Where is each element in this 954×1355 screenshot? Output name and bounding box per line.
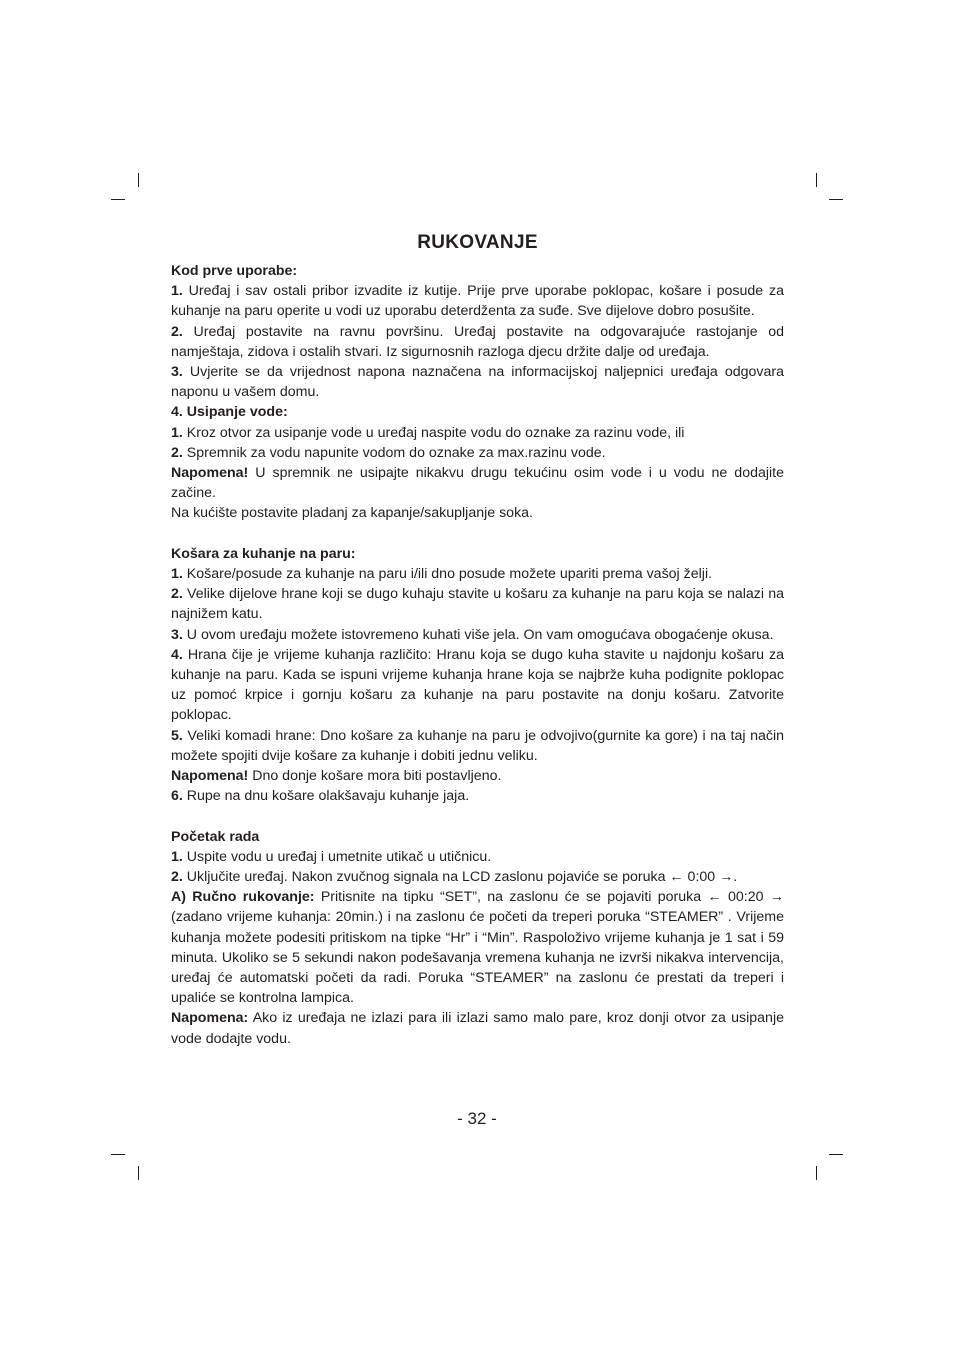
list-item: 1. Kroz otvor za usipanje vode u uređaj naspite vodu do oznake za razinu vode, ili (171, 424, 685, 441)
list-item: 2. Uređaj postavite na ravnu površinu. Uređaj postavite na odgovarajuće rastojanje od namještaja, zidova i ostalih stvari. Iz sigurnosnih razloga djecu držite dalje od uređaja. (171, 323, 784, 360)
manual-operation: A) Ručno rukovanje: Pritisnite na tipku “SET”, na zaslonu će se pojaviti poruka ← 00:20 → (zadano vrijeme kuhanja: 20min.) i na zaslonu će početi da treperi poruka “STEAMER” . Vrijeme kuhanja možete podesiti pritiskom na tipke “Hr” i “Min”. Raspoloživo vrijeme kuhanja je 1 sat i 59 minuta. Ukoliko se 5 sekundi nakon podešavanja vremena kuhanja ne izvrši nikakva intervencija, uređaj će automatski početi da radi. Poruka “STEAMER” na zaslonu će prestati da treperi i upaliće se kontrolna lampica. (171, 889, 784, 1007)
page-number: - 32 - (457, 1109, 497, 1128)
list-item: 2. Uključite uređaj. Nakon zvučnog signala na LCD zaslonu pojaviće se poruka ← 0:00 →. (171, 869, 738, 886)
list-item: 3. U ovom uređaju možete istovremeno kuhati više jela. On vam omogućava obogaćenje okusa. (171, 626, 774, 643)
crop-mark (829, 199, 843, 200)
crop-mark (138, 173, 139, 187)
list-item: 1. Uspite vodu u uređaj i umetnite utikač u utičnicu. (171, 848, 492, 865)
list-item: 2. Spremnik za vodu napunite vodom do oznake za max.razinu vode. (171, 444, 606, 461)
crop-mark (829, 1154, 843, 1155)
page-title: RUKOVANJE (417, 232, 538, 253)
note: Napomena! U spremnik ne usipajte nikakvu drugu tekućinu osim vode i u vodu ne dodajite začine. (171, 465, 784, 502)
section-heading-water: 4. Usipanje vode: (171, 404, 288, 421)
list-item: 4. Hrana čije je vrijeme kuhanja različito: Hranu koja se dugo kuha stavite u najdonju košaru za kuhanje na paru. Kada se ispuni vrijeme kuhanja hrane koja se najbrže kuha podignite poklopac uz pomoć krpice i gornju košaru za kuhanje na paru postavite na donju košaru. Zatvorite poklopac. (171, 646, 784, 724)
list-item: 1. Uređaj i sav ostali pribor izvadite iz kutije. Prije prve uporabe poklopac, košare i posude za kuhanje na paru operite u vodi uz uporabu deterdženta za suđe. Sve dijelove dobro posušite. (171, 283, 784, 320)
list-item: 1. Košare/posude za kuhanje na paru i/ili dno posude možete upariti prema vašoj želji. (171, 566, 713, 583)
section-heading-first-use: Kod prve uporabe: (171, 263, 298, 279)
list-item: 3. Uvjerite se da vrijednost napona naznačena na informacijskoj naljepnici uređaja odgovara naponu u vašem domu. (171, 364, 784, 401)
crop-mark (111, 1154, 125, 1155)
section-heading-basket: Košara za kuhanje na paru: (171, 545, 356, 562)
crop-mark (138, 1166, 139, 1180)
list-item: 5. Veliki komadi hrane: Dno košare za kuhanje na paru je odvojivo(gurnite ka gore) i na taj način možete spojiti dvije košare za kuhanje i dobiti jednu veliku. (171, 727, 784, 764)
list-item: 6. Rupe na dnu košare olakšavaju kuhanje jaja. (171, 788, 470, 805)
list-item: 2. Velike dijelove hrane koji se dugo kuhaju stavite u košaru za kuhanje na paru koja se nalazi na najnižem katu. (171, 586, 784, 623)
note: Napomena: Ako iz uređaja ne izlazi para ili izlazi samo malo pare, kroz donji otvor za usipanje vode dodajte vodu. (171, 1010, 784, 1047)
section-heading-start: Početak rada (171, 828, 260, 845)
document-body (171, 230, 784, 1049)
crop-mark (816, 1166, 817, 1180)
note: Napomena! Dno donje košare mora biti postavljeno. (171, 768, 502, 785)
crop-mark (816, 173, 817, 187)
crop-mark (111, 199, 125, 200)
paragraph: Na kućište postavite pladanj za kapanje/sakupljanje soka. (171, 505, 534, 522)
